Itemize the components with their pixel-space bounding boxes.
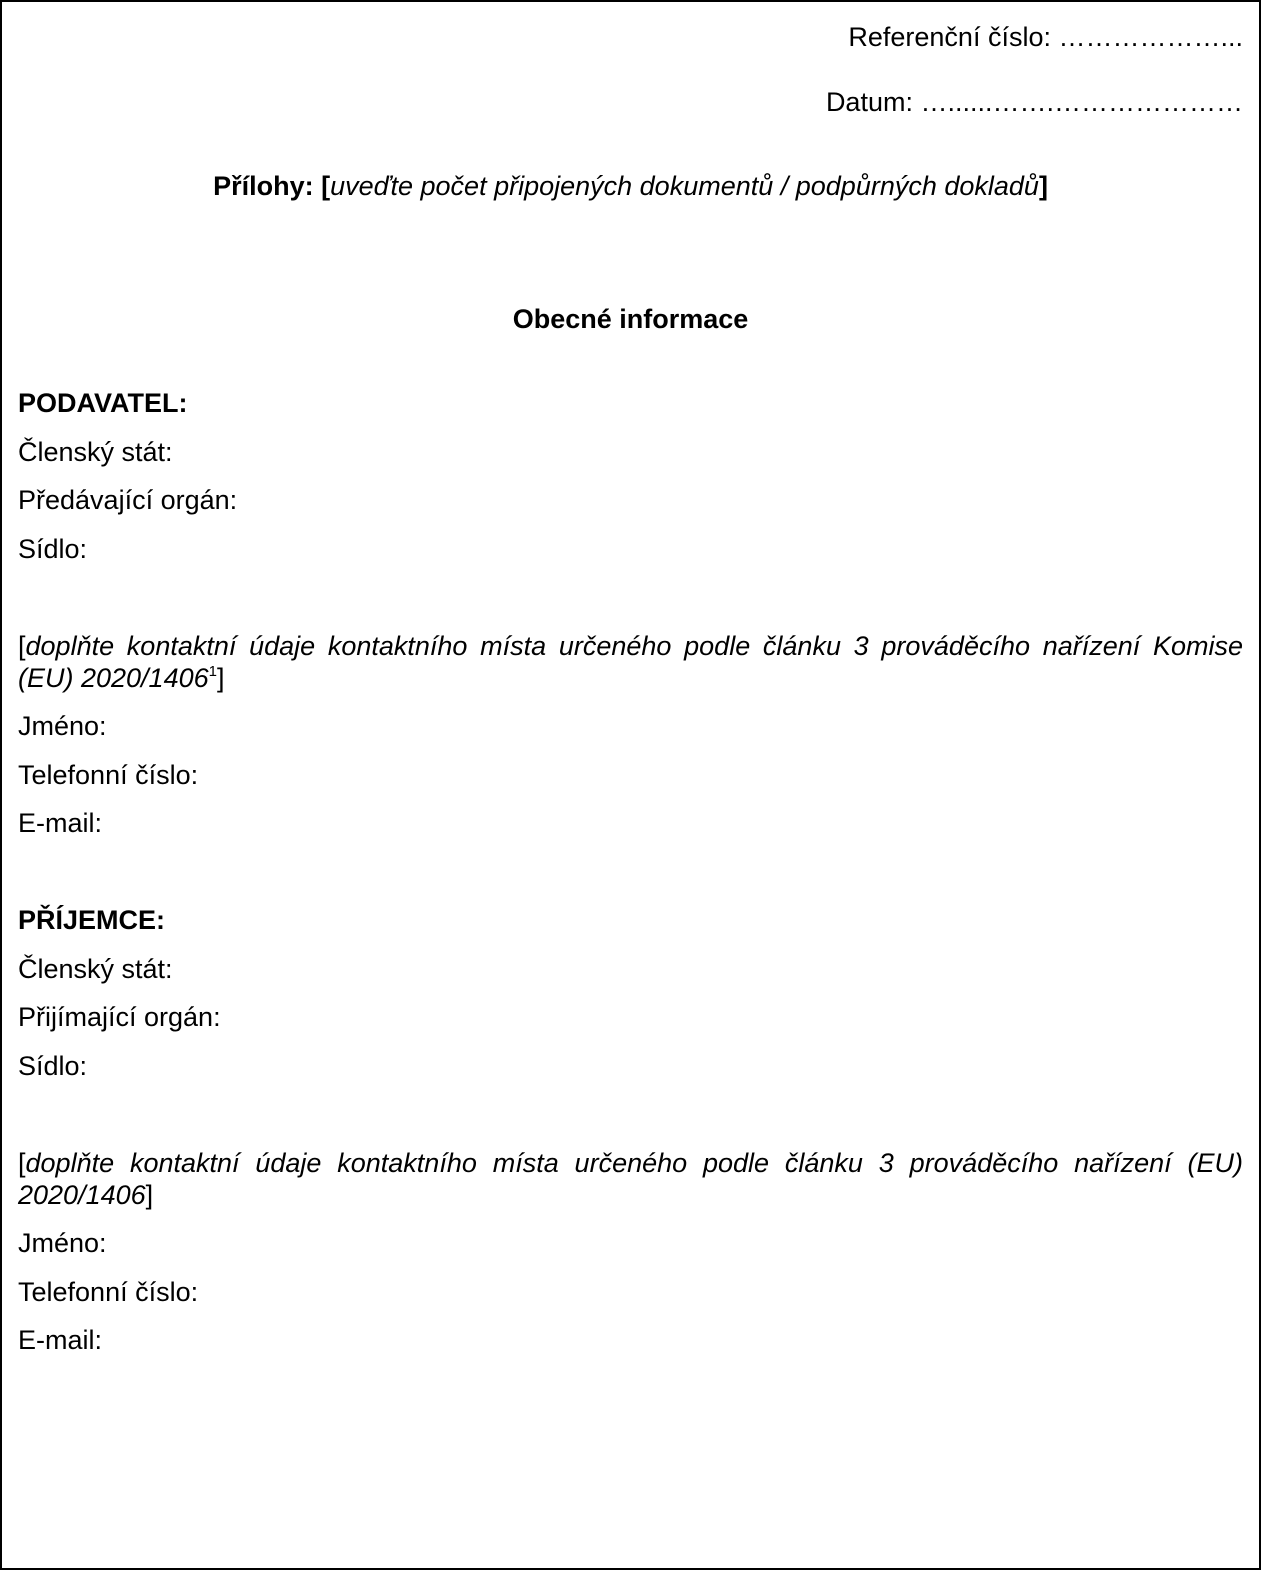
recipient-authority-label: Přijímající orgán: (18, 1002, 221, 1032)
attachments-label: Přílohy: (213, 171, 314, 201)
sender-name-label: Jméno: (18, 711, 107, 741)
reference-number-label: Referenční číslo: (848, 22, 1051, 52)
sender-authority-label: Předávající orgán: (18, 485, 238, 515)
recipient-note-text: doplňte kontaktní údaje kontaktního místa určeného podle článku 3 prováděcího nařízení (EU) 2020/1406 (18, 1148, 1243, 1210)
attachments-open-bracket: [ (321, 171, 331, 201)
sender-heading: PODAVATEL: (18, 388, 188, 418)
sender-note-open-bracket: [ (18, 631, 26, 661)
reference-number-line (848, 21, 1243, 53)
section-title: Obecné informace (512, 304, 749, 334)
attachments-close-bracket: ] (1038, 171, 1048, 201)
sender-contact-note (18, 630, 1243, 694)
recipient-name-label: Jméno: (18, 1228, 107, 1258)
recipient-seat-label: Sídlo: (18, 1051, 88, 1081)
footnote-reference: 1 (208, 663, 217, 680)
sender-member-state-label: Členský stát: (18, 437, 173, 467)
recipient-member-state-label: Členský stát: (18, 954, 173, 984)
reference-number-blank: ………………... (1058, 22, 1243, 52)
recipient-heading: PŘÍJEMCE: (18, 905, 166, 935)
sender-phone-label: Telefonní číslo: (18, 760, 199, 790)
attachments-instruction: uveďte počet připojených dokumentů / podpůrných dokladů (330, 171, 1039, 201)
sender-note-close-bracket: ] (216, 663, 225, 693)
recipient-note-close-bracket: ] (145, 1180, 154, 1210)
date-blank: …......…….………………… (920, 87, 1243, 117)
date-label: Datum: (825, 87, 913, 117)
recipient-contact-note (18, 1147, 1243, 1211)
date-line (826, 86, 1243, 118)
sender-email-label: E-mail: (18, 808, 103, 838)
recipient-note-open-bracket: [ (18, 1148, 26, 1178)
recipient-phone-label: Telefonní číslo: (18, 1277, 199, 1307)
attachments-line (2, 170, 1259, 202)
recipient-email-label: E-mail: (18, 1325, 103, 1355)
sender-note-text: doplňte kontaktní údaje kontaktního místa určeného podle článku 3 prováděcího nařízení Komise (EU) 2020/1406 (18, 631, 1243, 693)
sender-seat-label: Sídlo: (18, 534, 88, 564)
